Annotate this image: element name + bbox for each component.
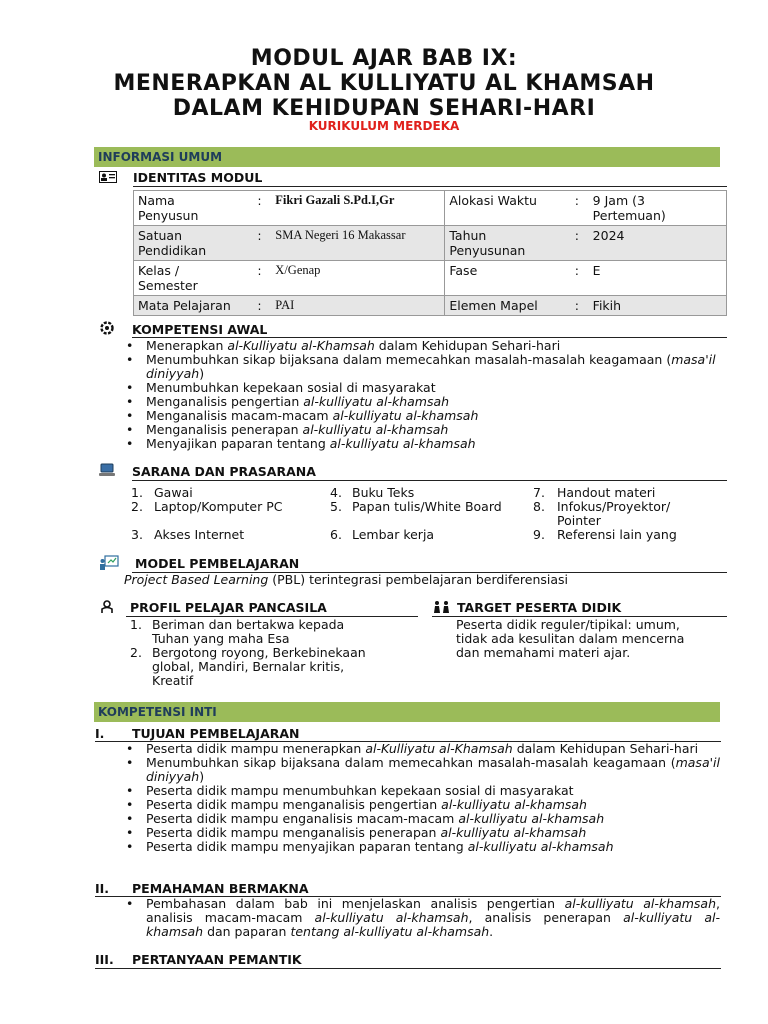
doc-title-line3: DALAM KEHIDUPAN SEHARI-HARI: [172, 96, 596, 121]
tujuan-list: [118, 742, 720, 854]
value-kelas-semester: X/Genap: [271, 261, 445, 296]
students-icon: [433, 600, 451, 614]
sarana-item: Akses Internet: [154, 527, 245, 542]
list-item: • Menerapkan al-Kulliyatu al-Khamsah dalam Kehidupan Sehari-hari: [118, 339, 722, 353]
list-item: • Peserta didik mampu menyajikan paparan tentang al-kulliyatu al-khamsah: [118, 840, 720, 854]
colon: :: [253, 226, 271, 261]
label-kelas-semester: Kelas / Semester: [134, 261, 254, 296]
sarana-item: Buku Teks: [352, 485, 415, 500]
target-text: Peserta didik reguler/tipikal: umum, tidak ada kesulitan dalam mencerna dan memahami materi ajar.: [456, 617, 685, 660]
teacher-board-icon: [99, 555, 119, 571]
colon: :: [253, 191, 271, 226]
pemantik-num: III.: [95, 952, 114, 967]
list-item: • Peserta didik mampu menerapkan al-Kulliyatu al-Khamsah dalam Kehidupan Sehari-hari: [118, 742, 720, 756]
sarana-item: Infokus/Proyektor/ Pointer: [557, 499, 671, 528]
colon: :: [571, 226, 589, 261]
sarana-num: 3.: [131, 527, 143, 542]
list-item: • Menganalisis pengertian al-kulliyatu al-khamsah: [118, 395, 722, 409]
identitas-heading: IDENTITAS MODUL: [133, 170, 263, 185]
list-item: • Peserta didik mampu enganalisis macam-macam al-kulliyatu al-khamsah: [118, 812, 720, 826]
divider: [95, 968, 721, 969]
list-item: • Menganalisis macam-macam al-kulliyatu al-khamsah: [118, 409, 722, 423]
profil-num: 2.: [130, 645, 142, 660]
list-item: • Menumbuhkan sikap bijaksana dalam memecahkan masalah-masalah keagamaan (masa'il diniyyah): [118, 353, 722, 381]
list-item: • Menumbuhkan kepekaan sosial di masyarakat: [118, 381, 722, 395]
id-card-icon: [99, 171, 117, 183]
sarana-item: Handout materi: [557, 485, 656, 500]
sarana-num: 9.: [533, 527, 545, 542]
profil-heading: PROFIL PELAJAR PANCASILA: [130, 600, 327, 615]
model-heading: MODEL PEMBELAJARAN: [135, 556, 300, 571]
doc-title-line1: MODUL AJAR BAB IX:: [250, 46, 518, 71]
sarana-item: Referensi lain yang: [557, 527, 677, 542]
sarana-num: 2.: [131, 499, 143, 514]
value-elemen-mapel: Fikih: [589, 296, 727, 316]
sarana-item: Gawai: [154, 485, 193, 500]
sarana-num: 4.: [330, 485, 342, 500]
value-mata-pelajaran: PAI: [271, 296, 445, 316]
sarana-num: 8.: [533, 499, 545, 514]
sarana-heading: SARANA DAN PRASARANA: [132, 464, 316, 479]
list-item: • Peserta didik mampu menganalisis pengertian al-kulliyatu al-khamsah: [118, 798, 720, 812]
label-nama-penyusun: Nama Penyusun: [134, 191, 254, 226]
pemantik-heading: PERTANYAAN PEMANTIK: [132, 952, 302, 967]
target-heading: TARGET PESERTA DIDIK: [457, 600, 622, 615]
sarana-num: 6.: [330, 527, 342, 542]
sarana-num: 5.: [330, 499, 342, 514]
profil-item: Bergotong royong, Berkebinekaan global, Mandiri, Bernalar kritis, Kreatif: [152, 645, 366, 688]
divider: [132, 480, 727, 481]
section-bar-kompetensi-inti: KOMPETENSI INTI: [94, 702, 720, 722]
profil-item: Beriman dan bertakwa kepada Tuhan yang maha Esa: [152, 617, 345, 646]
colon: :: [571, 296, 589, 316]
sarana-item: Lembar kerja: [352, 527, 435, 542]
value-nama-penyusun: Fikri Gazali S.Pd.I,Gr: [271, 191, 445, 226]
label-tahun-penyusunan: Tahun Penyusunan: [445, 226, 571, 261]
divider: [133, 186, 727, 187]
model-text: Project Based Learning (PBL) terintegrasi pembelajaran berdiferensiasi: [124, 572, 569, 587]
value-fase: E: [589, 261, 727, 296]
list-item: • Menganalisis penerapan al-kulliyatu al-khamsah: [118, 423, 722, 437]
colon: :: [253, 296, 271, 316]
pemahaman-heading: PEMAHAMAN BERMAKNA: [132, 881, 309, 896]
list-item: • Pembahasan dalam bab ini menjelaskan analisis pengertian al-kulliyatu al-khamsah, analisis macam-macam al-kulliyatu al-khamsah, analisis penerapan al-kulliyatu al-khamsah dan paparan tentang al-kulliyatu al-khamsah.: [118, 897, 720, 939]
value-tahun-penyusunan: 2024: [589, 226, 727, 261]
list-item: • Peserta didik mampu menganalisis penerapan al-kulliyatu al-khamsah: [118, 826, 720, 840]
person-icon: [100, 600, 114, 614]
section-bar-informasi-umum: INFORMASI UMUM: [94, 147, 720, 167]
label-satuan-pendidikan: Satuan Pendidikan: [134, 226, 254, 261]
identitas-table: [133, 190, 727, 316]
gear-icon: [100, 321, 114, 335]
value-alokasi-waktu: 9 Jam (3 Pertemuan): [589, 191, 727, 226]
label-elemen-mapel: Elemen Mapel: [445, 296, 571, 316]
pemahaman-list: [118, 897, 720, 939]
tujuan-heading: TUJUAN PEMBELAJARAN: [132, 726, 300, 741]
list-item: • Peserta didik mampu menumbuhkan kepekaan sosial di masyarakat: [118, 784, 720, 798]
sarana-item: Papan tulis/White Board: [352, 499, 502, 514]
value-satuan-pendidikan: SMA Negeri 16 Makassar: [271, 226, 445, 261]
list-item: • Menyajikan paparan tentang al-kulliyatu al-khamsah: [118, 437, 722, 451]
doc-subtitle: KURIKULUM MERDEKA: [308, 119, 460, 133]
doc-title-line2: MENERAPKAN AL KULLIYATU AL KHAMSAH: [113, 71, 655, 96]
colon: :: [253, 261, 271, 296]
label-mata-pelajaran: Mata Pelajaran: [134, 296, 254, 316]
laptop-icon: [99, 463, 115, 477]
tujuan-num: I.: [95, 726, 105, 741]
kompetensi-awal-list: [118, 339, 722, 451]
label-alokasi-waktu: Alokasi Waktu: [445, 191, 571, 226]
label-fase: Fase: [445, 261, 571, 296]
colon: :: [571, 261, 589, 296]
pemahaman-num: II.: [95, 881, 110, 896]
sarana-num: 1.: [131, 485, 143, 500]
profil-num: 1.: [130, 617, 142, 632]
list-item: • Menumbuhkan sikap bijaksana dalam memecahkan masalah-masalah keagamaan (masa'il diniyyah): [118, 756, 720, 784]
colon: :: [571, 191, 589, 226]
kompetensi-awal-heading: KOMPETENSI AWAL: [132, 322, 268, 337]
sarana-item: Laptop/Komputer PC: [154, 499, 283, 514]
sarana-num: 7.: [533, 485, 545, 500]
